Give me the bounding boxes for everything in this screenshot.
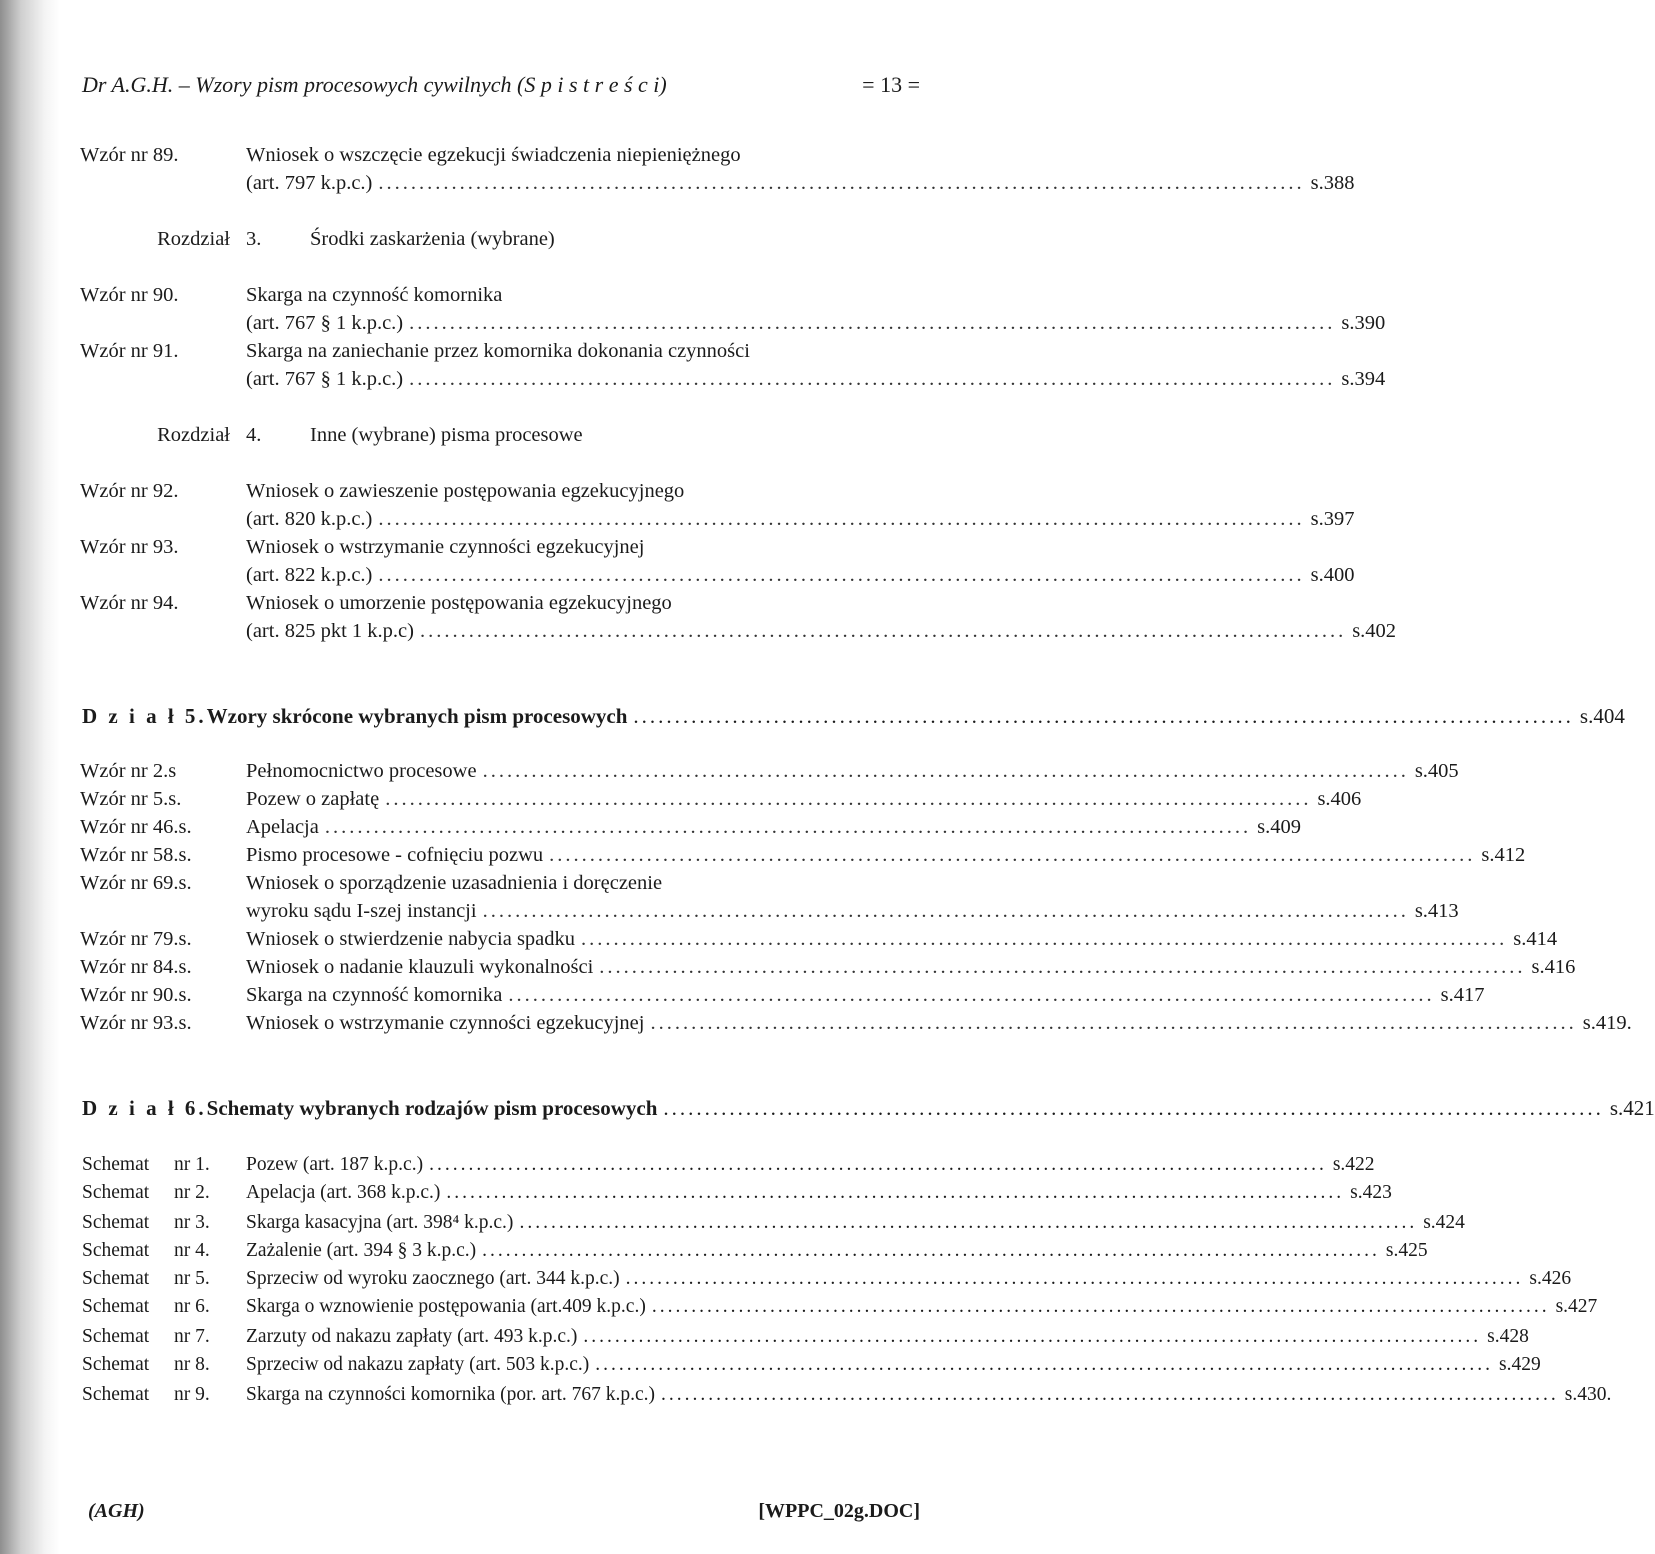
chapter-label: Rozdział	[157, 228, 230, 250]
entry-title: Wniosek o wszczęcie egzekucji świadczenia niepieniężnego	[246, 144, 741, 166]
short-entry-2s: Wzór nr 2.s Pełnomocnictwo procesowe .................................................................................................................. s.405	[80, 760, 1459, 782]
schema-entry-4: Schemat nr 4. Zażalenie (art. 394 § 3 k.p.c.) .................................................................................................................. s.425	[82, 1240, 1428, 1261]
section-dzial-5: D z i a ł 5. Wzory skrócone wybranych pism procesowych .................................................................................................................. s.404	[82, 704, 1625, 728]
entry-page: s.416	[1531, 956, 1576, 978]
entry-page: s.388	[1310, 172, 1355, 194]
schema-page: s.427	[1555, 1296, 1598, 1317]
schema-label: Schemat	[82, 1268, 150, 1289]
short-entry-46s: Wzór nr 46.s. Apelacja .................................................................................................................. s.409	[80, 816, 1301, 838]
schema-entry-3: Schemat nr 3. Skarga kasacyjna (art. 398⁴ k.p.c.) .................................................................................................................. s.424	[82, 1212, 1465, 1233]
toc-entry-93-line2: (art. 822 k.p.c.) .................................................................................................................. s.400	[246, 564, 1355, 586]
schema-title: Skarga na czynności komornika (por. art. 767 k.p.c.)	[246, 1384, 656, 1405]
entry-page: s.394	[1341, 368, 1386, 390]
entry-title: Skarga na czynność komornika	[246, 284, 503, 306]
schema-number: nr 2.	[174, 1182, 210, 1203]
entry-label: Wzór nr 93.s.	[80, 1012, 192, 1034]
short-entry-5s: Wzór nr 5.s. Pozew o zapłatę .................................................................................................................. s.406	[80, 788, 1362, 810]
section-page: s.404	[1579, 704, 1625, 728]
schema-entry-8: Schemat nr 8. Sprzeciw od nakazu zapłaty (art. 503 k.p.c.) .................................................................................................................. s.429	[82, 1354, 1541, 1375]
toc-entry-91-line2: (art. 767 § 1 k.p.c.) .................................................................................................................. s.394	[246, 368, 1386, 390]
schema-number: nr 8.	[174, 1354, 210, 1375]
chapter-number: 4.	[246, 424, 262, 446]
entry-title: Skarga na czynność komornika	[246, 984, 503, 1006]
short-entry-93s: Wzór nr 93.s. Wniosek o wstrzymanie czynności egzekucyjnej .................................................................................................................. s.419.	[80, 1012, 1632, 1034]
schema-number: nr 6.	[174, 1296, 210, 1317]
schema-page: s.429	[1499, 1354, 1541, 1375]
section-dzial-6: D z i a ł 6. Schematy wybranych rodzajów pism procesowych .................................................................................................................. s.421	[82, 1096, 1655, 1120]
schema-label: Schemat	[82, 1240, 150, 1261]
schema-label: Schemat	[82, 1354, 150, 1375]
entry-label: Wzór nr 94.	[80, 592, 179, 614]
entry-label: Wzór nr 93.	[80, 536, 179, 558]
schema-title: Skarga o wznowienie postępowania (art.409 k.p.c.)	[246, 1296, 646, 1317]
schema-title: Pozew (art. 187 k.p.c.)	[246, 1154, 424, 1175]
toc-entry-92	[80, 480, 900, 508]
entry-citation: (art. 820 k.p.c.)	[246, 508, 373, 530]
chapter-number: 3.	[246, 228, 262, 250]
entry-title: Apelacja	[246, 816, 319, 838]
entry-title: Pełnomocnictwo procesowe	[246, 760, 477, 782]
schema-number: nr 4.	[174, 1240, 210, 1261]
entry-title: Pismo procesowe - cofnięciu pozwu	[246, 844, 544, 866]
schema-entry-2: Schemat nr 2. Apelacja (art. 368 k.p.c.) .................................................................................................................. s.423	[82, 1182, 1392, 1203]
toc-entry-89	[80, 144, 900, 172]
entry-page: s.417	[1440, 984, 1485, 1006]
schema-number: nr 7.	[174, 1326, 210, 1347]
schema-page: s.423	[1350, 1182, 1392, 1203]
entry-title: Wniosek o wstrzymanie czynności egzekucyjnej	[246, 1012, 645, 1034]
schema-label: Schemat	[82, 1212, 150, 1233]
schema-label: Schemat	[82, 1154, 150, 1175]
schema-page: s.430.	[1564, 1384, 1612, 1405]
schema-label: Schemat	[82, 1296, 150, 1317]
entry-title: Wniosek o stwierdzenie nabycia spadku	[246, 928, 576, 950]
schema-entry-6: Schemat nr 6. Skarga o wznowienie postępowania (art.409 k.p.c.) .................................................................................................................. s.427	[82, 1296, 1598, 1317]
toc-entry-94-line2: (art. 825 pkt 1 k.p.c) .................................................................................................................. s.402	[246, 620, 1397, 642]
entry-page: s.409	[1257, 816, 1301, 838]
entry-title: Skarga na zaniechanie przez komornika dokonania czynności	[246, 340, 750, 362]
entry-citation: (art. 767 § 1 k.p.c.)	[246, 368, 404, 390]
toc-entry-91	[80, 340, 900, 368]
entry-page: s.412	[1481, 844, 1526, 866]
entry-label: Wzór nr 91.	[80, 340, 179, 362]
short-entry-69s-line2: wyroku sądu I-szej instancji .................................................................................................................. s.413	[246, 900, 1459, 922]
schema-title: Skarga kasacyjna (art. 398⁴ k.p.c.)	[246, 1212, 514, 1233]
schema-title: Apelacja (art. 368 k.p.c.)	[246, 1182, 441, 1203]
toc-entry-92-line2: (art. 820 k.p.c.) .................................................................................................................. s.397	[246, 508, 1355, 530]
entry-label: Wzór nr 90.	[80, 284, 179, 306]
entry-label: Wzór nr 5.s.	[80, 788, 182, 810]
section-label: D z i a ł 6.	[82, 1096, 207, 1120]
section-title: Schematy wybranych rodzajów pism procesowych	[206, 1096, 658, 1120]
schema-label: Schemat	[82, 1326, 150, 1347]
entry-page: s.406	[1317, 788, 1362, 810]
schema-entry-7: Schemat nr 7. Zarzuty od nakazu zapłaty (art. 493 k.p.c.) .................................................................................................................. s.428	[82, 1326, 1529, 1347]
schema-title: Sprzeciw od nakazu zapłaty (art. 503 k.p.c.)	[246, 1354, 590, 1375]
entry-citation: (art. 825 pkt 1 k.p.c)	[246, 620, 414, 642]
entry-label: Wzór nr 89.	[80, 144, 179, 166]
entry-label: Wzór nr 79.s.	[80, 928, 192, 950]
entry-label: Wzór nr 92.	[80, 480, 179, 502]
toc-entry-90	[80, 284, 900, 312]
toc-entry-89-line2: (art. 797 k.p.c.) .................................................................................................................. s.388	[246, 172, 1355, 194]
entry-title-cont: wyroku sądu I-szej instancji	[246, 900, 477, 922]
chapter-title: Inne (wybrane) pisma procesowe	[310, 424, 583, 446]
schema-number: nr 5.	[174, 1268, 210, 1289]
section-page: s.421	[1609, 1096, 1655, 1120]
entry-citation: (art. 822 k.p.c.)	[246, 564, 373, 586]
schema-label: Schemat	[82, 1182, 150, 1203]
schema-number: nr 1.	[174, 1154, 210, 1175]
chapter-label: Rozdział	[157, 424, 230, 446]
entry-title: Wniosek o umorzenie postępowania egzekucyjnego	[246, 592, 672, 614]
schema-number: nr 9.	[174, 1384, 210, 1405]
toc-entry-90-line2: (art. 767 § 1 k.p.c.) .................................................................................................................. s.390	[246, 312, 1386, 334]
entry-title: Wniosek o sporządzenie uzasadnienia i doręczenie	[246, 872, 663, 894]
page-header	[82, 72, 920, 98]
toc-entry-94	[80, 592, 900, 620]
chapter-title: Środki zaskarżenia (wybrane)	[310, 228, 555, 250]
schema-page: s.422	[1332, 1154, 1375, 1175]
entry-page: s.400	[1310, 564, 1355, 586]
chapter-3	[80, 228, 900, 251]
entry-label: Wzór nr 58.s.	[80, 844, 192, 866]
entry-page: s.405	[1414, 760, 1459, 782]
short-entry-58s: Wzór nr 58.s. Pismo procesowe - cofnięciu pozwu .................................................................................................................. s.412	[80, 844, 1526, 866]
header-page-number: = 13 =	[862, 72, 920, 97]
entry-page: s.419.	[1582, 1012, 1632, 1034]
schema-entry-5: Schemat nr 5. Sprzeciw od wyroku zaocznego (art. 344 k.p.c.) .................................................................................................................. s.426	[82, 1268, 1572, 1289]
short-entry-84s: Wzór nr 84.s. Wniosek o nadanie klauzuli wykonalności .................................................................................................................. s.416	[80, 956, 1576, 978]
schema-page: s.424	[1423, 1212, 1465, 1233]
entry-label: Wzór nr 90.s.	[80, 984, 192, 1006]
schema-entry-9: Schemat nr 9. Skarga na czynności komornika (por. art. 767 k.p.c.) .................................................................................................................. s.430.	[82, 1384, 1612, 1405]
section-title: Wzory skrócone wybranych pism procesowych	[206, 704, 628, 728]
schema-number: nr 3.	[174, 1212, 210, 1233]
schema-page: s.425	[1385, 1240, 1428, 1261]
toc-entry-93	[80, 536, 900, 564]
schema-page: s.426	[1529, 1268, 1572, 1289]
entry-page: s.414	[1513, 928, 1558, 950]
schema-title: Sprzeciw od wyroku zaocznego (art. 344 k.p.c.)	[246, 1268, 620, 1289]
entry-page: s.390	[1341, 312, 1386, 334]
short-entry-79s: Wzór nr 79.s. Wniosek o stwierdzenie nabycia spadku .................................................................................................................. s.414	[80, 928, 1558, 950]
entry-label: Wzór nr 2.s	[80, 760, 177, 782]
short-entry-69s	[80, 872, 900, 900]
schema-label: Schemat	[82, 1384, 150, 1405]
entry-title: Wniosek o wstrzymanie czynności egzekucyjnej	[246, 536, 645, 558]
entry-citation: (art. 767 § 1 k.p.c.)	[246, 312, 404, 334]
entry-citation: (art. 797 k.p.c.)	[246, 172, 373, 194]
entry-page: s.413	[1414, 900, 1459, 922]
entry-title: Wniosek o zawieszenie postępowania egzekucyjnego	[246, 480, 685, 502]
entry-title: Wniosek o nadanie klauzuli wykonalności	[246, 956, 594, 978]
chapter-4	[80, 424, 900, 447]
schema-title: Zarzuty od nakazu zapłaty (art. 493 k.p.c.)	[246, 1326, 578, 1347]
schema-page: s.428	[1487, 1326, 1529, 1347]
entry-page: s.397	[1310, 508, 1355, 530]
entry-label: Wzór nr 69.s.	[80, 872, 192, 894]
footer-author: (AGH)	[88, 1500, 145, 1522]
short-entry-90s: Wzór nr 90.s. Skarga na czynność komornika .................................................................................................................. s.417	[80, 984, 1485, 1006]
entry-title: Pozew o zapłatę	[246, 788, 380, 810]
entry-label: Wzór nr 46.s.	[80, 816, 192, 838]
schema-entry-1: Schemat nr 1. Pozew (art. 187 k.p.c.) .................................................................................................................. s.422	[82, 1154, 1375, 1175]
schema-title: Zażalenie (art. 394 § 3 k.p.c.)	[246, 1240, 477, 1261]
entry-label: Wzór nr 84.s.	[80, 956, 192, 978]
footer-filename: [WPPC_02g.DOC]	[758, 1500, 920, 1522]
entry-page: s.402	[1352, 620, 1397, 642]
header-title: Dr A.G.H. – Wzory pism procesowych cywilnych (S p i s t r e ś c i)	[82, 72, 667, 97]
section-label: D z i a ł 5.	[82, 704, 207, 728]
